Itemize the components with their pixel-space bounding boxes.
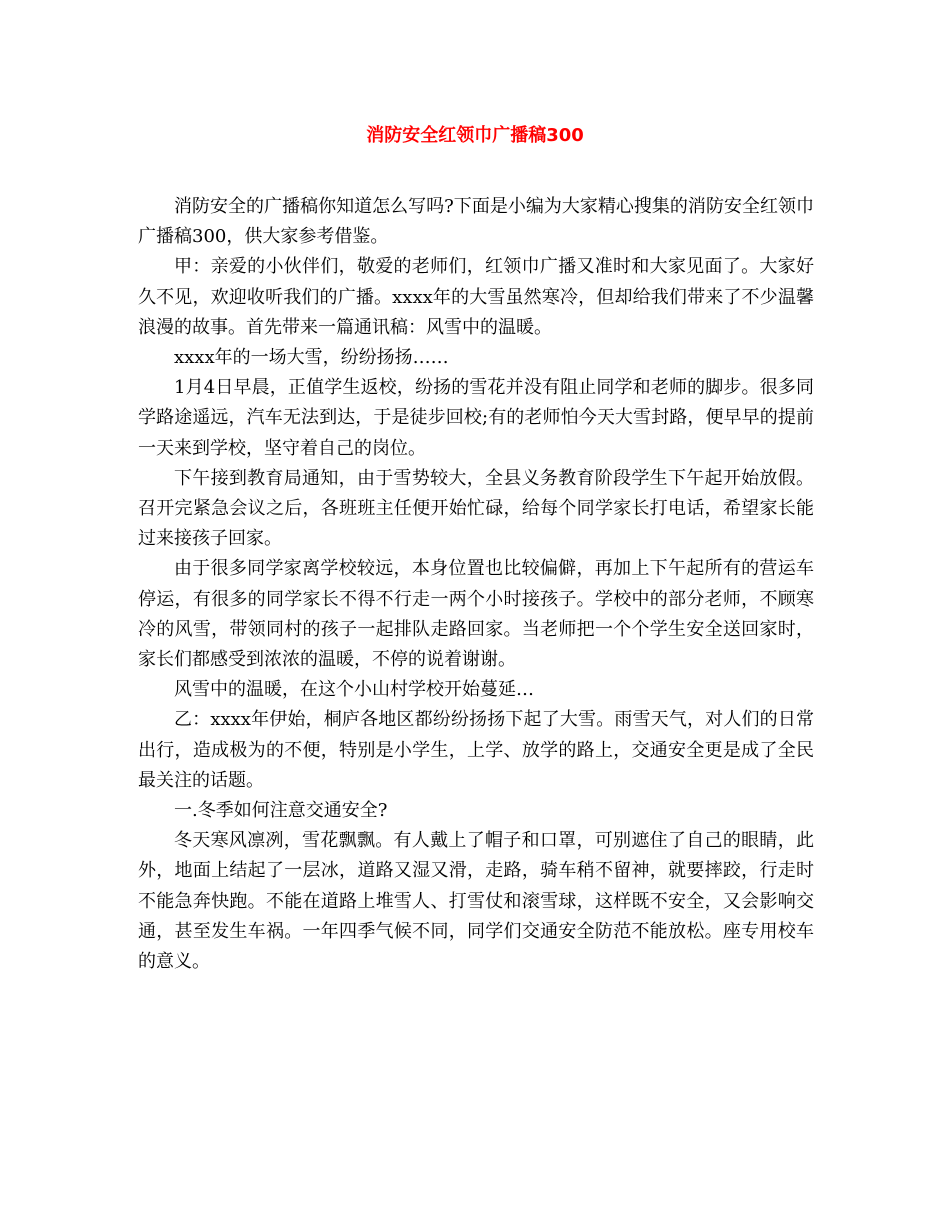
paragraph-teachers-escort: 由于很多同学家离学校较远，本身位置也比较偏僻，再加上下午起所有的营运车停运，有很多的同学家长不得不行走一两个小时接孩子。学校中的部分老师，不顾寒冷的风雪，带领同村的孩子一起排队走路回家。当老师把一个个学生安全送回家时，家长们都感受到浓浓的温暖，不停的说着谢谢。 <box>138 558 814 671</box>
paragraph-bureau-notice: 下午接到教育局通知，由于雪势较大，全县义务教育阶段学生下午起开始放假。召开完紧急会议之后，各班班主任便开始忙碌，给每个同学家长打电话，希望家长能过来接孩子回家。 <box>138 467 814 550</box>
paragraph-winter-safety-tips: 冬天寒风凛冽，雪花飘飘。有人戴上了帽子和口罩，可别遮住了自己的眼睛，此外，地面上结起了一层冰，道路又湿又滑，走路，骑车稍不留神，就要摔跤，行走时不能急奔快跑。不能在道路上堆雪人、打雪仗和滚雪球，这样既不安全，又会影响交通，甚至发生车祸。一年四季气候不同，同学们交通安全防范不能放松。座专用校车的意义。 <box>138 830 814 973</box>
document-title: 消防安全红领巾广播稿300 <box>366 125 584 146</box>
paragraph-host-a-opening: 甲：亲爱的小伙伴们，敬爱的老师们，红领巾广播又准时和大家见面了。大家好久不见，欢迎收听我们的广播。xxxx年的大雪虽然寒冷，但却给我们带来了不少温馨浪漫的故事。首先带来一篇通讯稿：风雪中的温暖。 <box>138 256 814 338</box>
paragraph-intro: 消防安全的广播稿你知道怎么写吗?下面是小编为大家精心搜集的消防安全红领巾广播稿300，供大家参考借鉴。 <box>138 196 814 248</box>
section-heading-winter-safety: 一.冬季如何注意交通安全? <box>174 800 388 822</box>
paragraph-snow-lead: xxxx年的一场大雪，纷纷扬扬…… <box>174 347 449 369</box>
document-body <box>138 192 814 977</box>
paragraph-warmth-spreads: 风雪中的温暖，在这个小山村学校开始蔓延… <box>174 679 534 701</box>
paragraph-host-b-opening: 乙：xxxx年伊始，桐庐各地区都纷纷扬扬下起了大雪。雨雪天气，对人们的日常出行，造成极为的不便，特别是小学生，上学、放学的路上，交通安全更是成了全民最关注的话题。 <box>138 709 814 791</box>
paragraph-return-to-school: 1月4日早晨，正值学生返校，纷扬的雪花并没有阻止同学和老师的脚步。很多同学路途遥远，汽车无法到达，于是徒步回校;有的老师怕今天大雪封路，便早早的提前一天来到学校，坚守着自己的岗位。 <box>138 377 814 459</box>
